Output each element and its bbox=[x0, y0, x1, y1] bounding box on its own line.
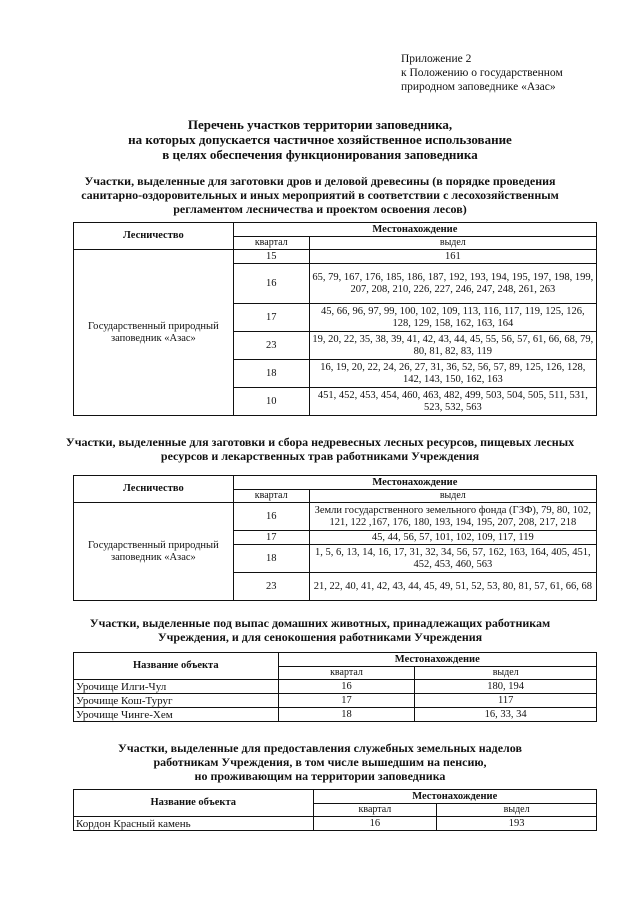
header-location: Местонахождение bbox=[313, 790, 597, 804]
table-non-timber bbox=[73, 475, 597, 601]
vydel-cell: 117 bbox=[415, 694, 597, 708]
kvartal-cell: 15 bbox=[233, 250, 309, 264]
kvartal-cell: 16 bbox=[278, 680, 415, 694]
section-2-line-1: Участки, выделенные для заготовки и сбора недревесных лесных ресурсов, пищевых лесных bbox=[65, 435, 575, 449]
section-3-heading bbox=[0, 616, 640, 644]
forestry-name-cell: Государственный природный заповедник «Азас» bbox=[74, 503, 234, 601]
header-forestry: Лесничество bbox=[74, 476, 234, 503]
section-4-heading bbox=[0, 741, 640, 783]
vydel-cell: Земли государственного земельного фонда (ГЗФ), 79, 80, 102, 121, 122 ,167, 176, 180, 193, 194, 195, 207, 208, 217, 218 bbox=[309, 503, 596, 531]
kvartal-cell: 23 bbox=[233, 573, 309, 601]
vydel-cell: 16, 19, 20, 22, 24, 26, 27, 31, 36, 52, 56, 57, 89, 125, 126, 128, 142, 143, 150, 162, 163 bbox=[309, 360, 596, 388]
vydel-cell: 161 bbox=[309, 250, 596, 264]
kvartal-cell: 16 bbox=[233, 264, 309, 304]
section-1-heading bbox=[0, 174, 640, 216]
kvartal-cell: 17 bbox=[233, 531, 309, 545]
vydel-cell: 21, 22, 40, 41, 42, 43, 44, 45, 49, 51, 52, 53, 80, 81, 57, 61, 66, 68 bbox=[309, 573, 596, 601]
header-location: Местонахождение bbox=[233, 223, 596, 237]
kvartal-cell: 18 bbox=[278, 708, 415, 722]
section-3-line-1: Участки, выделенные под выпас домашних животных, принадлежащих работникам bbox=[89, 616, 551, 630]
title-line-3: в целях обеспечения функционирования заповедника bbox=[162, 147, 478, 162]
header-forestry: Лесничество bbox=[74, 223, 234, 250]
table-row bbox=[74, 694, 597, 708]
kvartal-cell: 18 bbox=[233, 545, 309, 573]
vydel-cell: 19, 20, 22, 35, 38, 39, 41, 42, 43, 44, 45, 55, 56, 57, 61, 66, 68, 79, 80, 81, 82, 83, 119 bbox=[309, 332, 596, 360]
table-grazing bbox=[73, 652, 597, 722]
header-kvartal: квартал bbox=[278, 667, 415, 680]
table-row bbox=[74, 708, 597, 722]
kvartal-cell: 16 bbox=[313, 817, 437, 831]
header-location: Местонахождение bbox=[233, 476, 596, 490]
header-object: Название объекта bbox=[74, 653, 279, 680]
section-1-line-1: Участки, выделенные для заготовки дров и деловой древесины (в порядке проведения bbox=[84, 174, 556, 188]
vydel-cell: 45, 66, 96, 97, 99, 100, 102, 109, 113, 116, 117, 119, 125, 126, 128, 129, 158, 162, 163, 164 bbox=[309, 304, 596, 332]
section-4-line-2: работникам Учреждения, в том числе вышедшим на пенсию, bbox=[153, 755, 487, 769]
forestry-name-cell: Государственный природный заповедник «Азас» bbox=[74, 250, 234, 416]
kvartal-cell: 17 bbox=[278, 694, 415, 708]
appendix-note bbox=[401, 52, 563, 94]
vydel-cell: 16, 33, 34 bbox=[415, 708, 597, 722]
section-3-line-2: Учреждения, и для сенокошения работниками Учреждения bbox=[157, 630, 483, 644]
kvartal-cell: 23 bbox=[233, 332, 309, 360]
object-name-cell: Урочище Кош-Туруг bbox=[74, 694, 279, 708]
header-location: Местонахождение bbox=[278, 653, 596, 667]
kvartal-cell: 16 bbox=[233, 503, 309, 531]
appendix-line-2: к Положению о государственном bbox=[401, 67, 563, 79]
header-vydel: выдел bbox=[415, 667, 597, 680]
header-object: Название объекта bbox=[74, 790, 314, 817]
kvartal-cell: 18 bbox=[233, 360, 309, 388]
header-kvartal: квартал bbox=[233, 237, 309, 250]
section-1-line-2: санитарно-оздоровительных и иных мероприятий в соответствии с лесохозяйственным bbox=[81, 188, 559, 202]
appendix-line-1: Приложение 2 bbox=[401, 53, 472, 65]
object-name-cell: Урочище Чинге-Хем bbox=[74, 708, 279, 722]
section-4-line-3: но проживающим на территории заповедника bbox=[194, 769, 446, 783]
section-2-heading bbox=[0, 435, 640, 463]
header-vydel: выдел bbox=[309, 490, 596, 503]
appendix-line-3: природном заповеднике «Азас» bbox=[401, 81, 556, 93]
section-4-line-1: Участки, выделенные для предоставления служебных земельных наделов bbox=[118, 741, 522, 755]
vydel-cell: 451, 452, 453, 454, 460, 463, 482, 499, 503, 504, 505, 511, 531, 523, 532, 563 bbox=[309, 388, 596, 416]
vydel-cell: 65, 79, 167, 176, 185, 186, 187, 192, 193, 194, 195, 197, 198, 199, 207, 208, 210, 226, 227, 246, 247, 248, 261, 263 bbox=[309, 264, 596, 304]
kvartal-cell: 10 bbox=[233, 388, 309, 416]
title-line-1: Перечень участков территории заповедника, bbox=[187, 117, 453, 132]
table-row bbox=[74, 680, 597, 694]
vydel-cell: 180, 194 bbox=[415, 680, 597, 694]
vydel-cell: 1, 5, 6, 13, 14, 16, 17, 31, 32, 34, 56, 57, 162, 163, 164, 405, 451, 452, 453, 460, 563 bbox=[309, 545, 596, 573]
header-kvartal: квартал bbox=[313, 804, 437, 817]
header-kvartal: квартал bbox=[233, 490, 309, 503]
table-row bbox=[74, 817, 597, 831]
table-land-plots bbox=[73, 789, 597, 831]
header-vydel: выдел bbox=[437, 804, 597, 817]
section-1-line-3: регламентом лесничества и проектом освоения лесов) bbox=[173, 202, 467, 216]
section-2-line-2: ресурсов и лекарственных трав работниками Учреждения bbox=[160, 449, 480, 463]
table-firewood bbox=[73, 222, 597, 416]
object-name-cell: Урочище Илги-Чул bbox=[74, 680, 279, 694]
header-vydel: выдел bbox=[309, 237, 596, 250]
title-line-2: на которых допускается частичное хозяйственное использование bbox=[128, 132, 512, 147]
vydel-cell: 193 bbox=[437, 817, 597, 831]
document-title bbox=[0, 117, 640, 162]
object-name-cell: Кордон Красный камень bbox=[74, 817, 314, 831]
kvartal-cell: 17 bbox=[233, 304, 309, 332]
vydel-cell: 45, 44, 56, 57, 101, 102, 109, 117, 119 bbox=[309, 531, 596, 545]
